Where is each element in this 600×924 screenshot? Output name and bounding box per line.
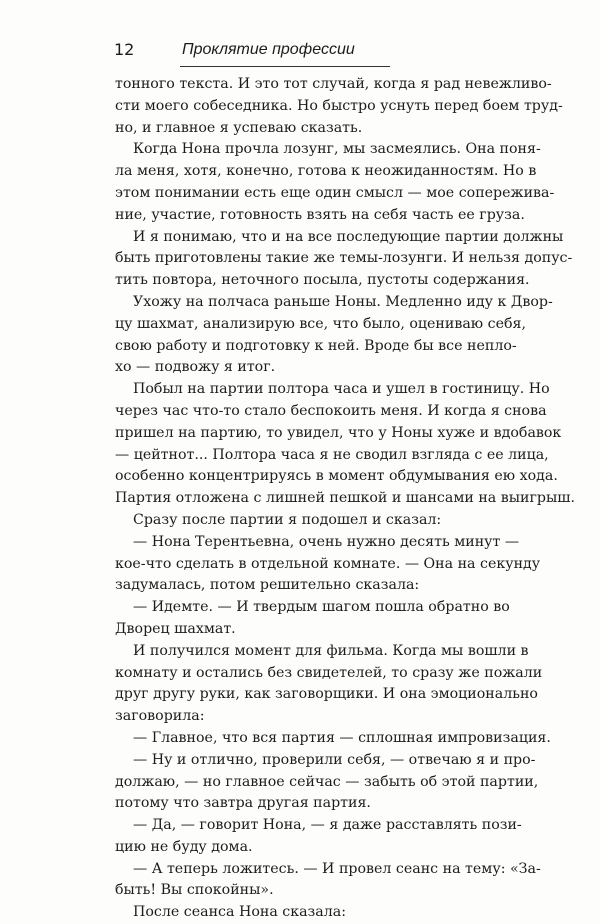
- text-line: — Идемте. — И твердым шагом пошла обратно во: [133, 599, 510, 616]
- running-head: [114, 39, 414, 61]
- text-line: свою работу и подготовку к ней. Вроде бы все непло-: [115, 337, 517, 354]
- text-line: Дворец шахмат.: [115, 620, 236, 637]
- text-line: тить повтора, неточного посыла, пустоты содержания.: [115, 272, 530, 289]
- text-line: — Ну и отлично, проверили себя, — отвечаю я и про-: [133, 751, 536, 768]
- text-line: быть! Вы спокойны».: [115, 882, 274, 899]
- text-line: цу шахмат, анализирую все, что было, оцениваю себя,: [115, 315, 526, 332]
- text-line: заговорила:: [115, 708, 205, 725]
- text-line: комнату и остались без свидетелей, то сразу же пожали: [115, 664, 543, 681]
- text-line: Когда Нона прочла лозунг, мы засмеялись. Она поня-: [133, 141, 541, 158]
- text-line: кое-что сделать в отдельной комнате. — Она на секунду: [115, 555, 541, 572]
- text-line: ние, участие, готовность взять на себя часть ее груза.: [115, 206, 525, 223]
- running-title: Проклятие профессии: [182, 41, 355, 58]
- text-line: — Нона Терентьевна, очень нужно десять минут —: [133, 533, 520, 550]
- text-line: — Главное, что вся партия — сплошная импровизация.: [133, 729, 551, 746]
- text-line: ла меня, хотя, конечно, готова к неожиданностям. Но в: [115, 163, 537, 180]
- text-line: — А теперь ложитесь. — И провел сеанс на тему: «За-: [133, 860, 541, 877]
- text-line: И я понимаю, что и на все последующие партии должны: [133, 228, 564, 245]
- text-line: После сеанса Нона сказала:: [133, 904, 347, 921]
- text-line: должаю, — но главное сейчас — забыть об этой партии,: [115, 773, 539, 790]
- text-line: но, и главное я успеваю сказать.: [115, 119, 363, 136]
- header-rule: [180, 66, 390, 67]
- text-line: И получился момент для фильма. Когда мы вошли в: [133, 642, 529, 659]
- text-line: потому что завтра другая партия.: [115, 795, 371, 812]
- text-line: быть приготовлены такие же темы-лозунги. И нельзя допус-: [115, 250, 573, 267]
- text-line: этом понимании есть еще один смысл — мое сопережива-: [115, 184, 555, 201]
- text-line: тонного текста. И это тот случай, когда я рад невежливо-: [115, 76, 552, 92]
- text-line: хо — подвожу я итог.: [115, 359, 276, 376]
- text-line: — Да, — говорит Нона, — я даже расставлять пози-: [133, 817, 522, 834]
- text-line: Побыл на партии полтора часа и ушел в гостиницу. Но: [133, 381, 550, 398]
- text-line: друг другу руки, как заговорщики. И она эмоционально: [115, 686, 538, 703]
- text-line: через час что-то стало беспокоить меня. И когда я снова: [115, 402, 547, 419]
- page-number: 12: [114, 40, 135, 59]
- text-line: Сразу после партии я подошел и сказал:: [133, 511, 442, 528]
- text-line: пришел на партию, то увидел, что у Ноны хуже и вдобавок: [115, 424, 562, 441]
- text-line: особенно концентрируясь в момент обдумывания ею хода.: [115, 468, 558, 485]
- text-line: сти моего собеседника. Но быстро уснуть перед боем труд-: [115, 97, 563, 114]
- text-line: — цейтнот... Полтора часа я не сводил взгляда с ее лица,: [115, 446, 549, 463]
- text-line: задумалась, потом решительно сказала:: [115, 577, 420, 594]
- text-line: Ухожу на полчаса раньше Ноны. Медленно иду к Двор-: [133, 293, 553, 310]
- text-line: Партия отложена с лишней пешкой и шансами на выигрыш.: [115, 490, 575, 507]
- body-text: [115, 74, 575, 924]
- text-line: цию не буду дома.: [115, 838, 253, 855]
